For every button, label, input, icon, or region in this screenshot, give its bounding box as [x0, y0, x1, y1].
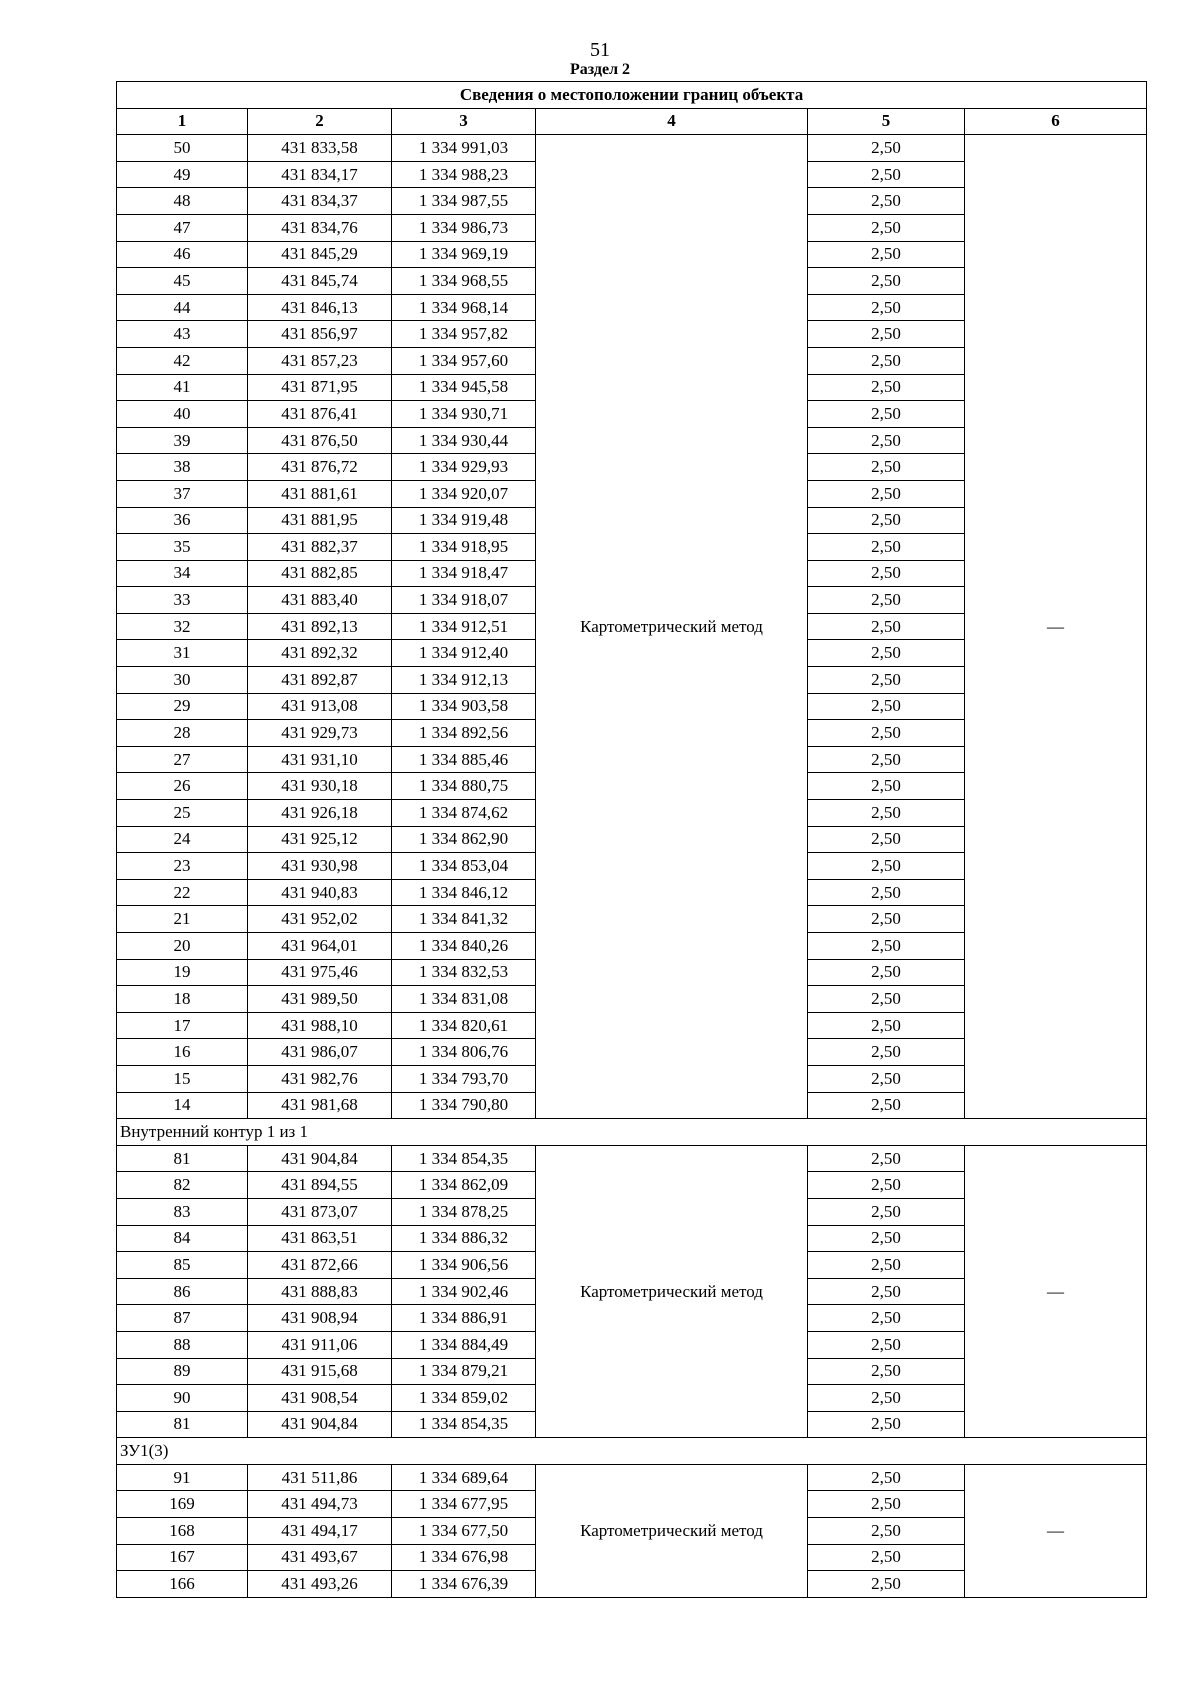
coordinate-x: 431 834,76	[248, 214, 392, 241]
accuracy-value: 2,50	[808, 507, 965, 534]
coordinate-y: 1 334 806,76	[392, 1039, 536, 1066]
coordinate-y: 1 334 912,51	[392, 613, 536, 640]
coordinate-y: 1 334 957,82	[392, 321, 536, 348]
coordinate-y: 1 334 677,50	[392, 1518, 536, 1545]
point-number: 38	[117, 454, 248, 481]
coordinate-x: 431 904,84	[248, 1145, 392, 1172]
coordinate-x: 431 834,17	[248, 161, 392, 188]
coordinate-x: 431 876,72	[248, 454, 392, 481]
coordinate-x: 431 845,29	[248, 241, 392, 268]
coordinate-y: 1 334 853,04	[392, 853, 536, 880]
accuracy-value: 2,50	[808, 1571, 965, 1598]
point-number: 81	[117, 1411, 248, 1438]
coordinate-y: 1 334 945,58	[392, 374, 536, 401]
coordinate-x: 431 511,86	[248, 1464, 392, 1491]
accuracy-value: 2,50	[808, 1012, 965, 1039]
coordinate-x: 431 846,13	[248, 294, 392, 321]
accuracy-value: 2,50	[808, 1518, 965, 1545]
note-cell: —	[965, 1464, 1147, 1597]
point-number: 34	[117, 560, 248, 587]
accuracy-value: 2,50	[808, 667, 965, 694]
coordinate-y: 1 334 918,07	[392, 587, 536, 614]
point-number: 22	[117, 879, 248, 906]
point-number: 24	[117, 826, 248, 853]
coordinate-x: 431 904,84	[248, 1411, 392, 1438]
coordinate-x: 431 871,95	[248, 374, 392, 401]
accuracy-value: 2,50	[808, 853, 965, 880]
coordinate-x: 431 876,41	[248, 401, 392, 428]
coordinate-y: 1 334 884,49	[392, 1331, 536, 1358]
coordinate-y: 1 334 840,26	[392, 933, 536, 960]
coordinate-x: 431 925,12	[248, 826, 392, 853]
point-number: 20	[117, 933, 248, 960]
coordinate-x: 431 876,50	[248, 427, 392, 454]
coordinate-x: 431 857,23	[248, 347, 392, 374]
table-row	[117, 1145, 1147, 1172]
coordinate-x: 431 986,07	[248, 1039, 392, 1066]
coordinate-x: 431 873,07	[248, 1198, 392, 1225]
coordinate-y: 1 334 957,60	[392, 347, 536, 374]
point-number: 23	[117, 853, 248, 880]
point-number: 84	[117, 1225, 248, 1252]
point-number: 18	[117, 986, 248, 1013]
coordinate-x: 431 872,66	[248, 1252, 392, 1279]
coordinate-y: 1 334 676,39	[392, 1571, 536, 1598]
point-number: 32	[117, 613, 248, 640]
accuracy-value: 2,50	[808, 826, 965, 853]
point-number: 29	[117, 693, 248, 720]
accuracy-value: 2,50	[808, 188, 965, 215]
coordinate-y: 1 334 862,09	[392, 1172, 536, 1199]
coordinate-y: 1 334 854,35	[392, 1411, 536, 1438]
coordinate-x: 431 494,73	[248, 1491, 392, 1518]
point-number: 169	[117, 1491, 248, 1518]
point-number: 33	[117, 587, 248, 614]
point-number: 36	[117, 507, 248, 534]
point-number: 16	[117, 1039, 248, 1066]
coordinate-x: 431 863,51	[248, 1225, 392, 1252]
coordinate-y: 1 334 879,21	[392, 1358, 536, 1385]
coordinate-x: 431 894,55	[248, 1172, 392, 1199]
point-number: 27	[117, 746, 248, 773]
accuracy-value: 2,50	[808, 879, 965, 906]
accuracy-value: 2,50	[808, 1464, 965, 1491]
column-number: 3	[392, 108, 536, 135]
note-cell: —	[965, 1145, 1147, 1438]
coordinate-y: 1 334 988,23	[392, 161, 536, 188]
method-cell: Картометрический метод	[536, 135, 808, 1119]
coordinate-y: 1 334 793,70	[392, 1065, 536, 1092]
section-title: Раздел 2	[569, 61, 631, 78]
coordinate-y: 1 334 677,95	[392, 1491, 536, 1518]
point-number: 41	[117, 374, 248, 401]
point-number: 89	[117, 1358, 248, 1385]
point-number: 44	[117, 294, 248, 321]
coordinate-x: 431 981,68	[248, 1092, 392, 1119]
coordinate-x: 431 930,18	[248, 773, 392, 800]
page-number: 51	[590, 39, 610, 61]
coordinate-y: 1 334 903,58	[392, 693, 536, 720]
accuracy-value: 2,50	[808, 959, 965, 986]
point-number: 167	[117, 1544, 248, 1571]
accuracy-value: 2,50	[808, 986, 965, 1013]
contour-row	[117, 1119, 1147, 1146]
coordinate-x: 431 940,83	[248, 879, 392, 906]
point-number: 39	[117, 427, 248, 454]
coordinate-x: 431 888,83	[248, 1278, 392, 1305]
accuracy-value: 2,50	[808, 773, 965, 800]
method-cell: Картометрический метод	[536, 1145, 808, 1438]
point-number: 19	[117, 959, 248, 986]
accuracy-value: 2,50	[808, 294, 965, 321]
accuracy-value: 2,50	[808, 1331, 965, 1358]
accuracy-value: 2,50	[808, 401, 965, 428]
point-number: 15	[117, 1065, 248, 1092]
accuracy-value: 2,50	[808, 1491, 965, 1518]
point-number: 30	[117, 667, 248, 694]
accuracy-value: 2,50	[808, 1065, 965, 1092]
contour-label: Внутренний контур 1 из 1	[117, 1119, 1147, 1146]
coordinate-y: 1 334 689,64	[392, 1464, 536, 1491]
coordinate-y: 1 334 862,90	[392, 826, 536, 853]
accuracy-value: 2,50	[808, 454, 965, 481]
coordinate-x: 431 881,61	[248, 480, 392, 507]
accuracy-value: 2,50	[808, 746, 965, 773]
accuracy-value: 2,50	[808, 1358, 965, 1385]
table-row	[117, 135, 1147, 162]
point-number: 83	[117, 1198, 248, 1225]
coordinate-y: 1 334 919,48	[392, 507, 536, 534]
accuracy-value: 2,50	[808, 693, 965, 720]
coordinate-y: 1 334 912,13	[392, 667, 536, 694]
point-number: 47	[117, 214, 248, 241]
accuracy-value: 2,50	[808, 613, 965, 640]
coordinate-x: 431 952,02	[248, 906, 392, 933]
coordinate-y: 1 334 929,93	[392, 454, 536, 481]
column-number: 1	[117, 108, 248, 135]
coordinate-x: 431 926,18	[248, 800, 392, 827]
point-number: 40	[117, 401, 248, 428]
coordinate-x: 431 982,76	[248, 1065, 392, 1092]
accuracy-value: 2,50	[808, 321, 965, 348]
coordinate-x: 431 833,58	[248, 135, 392, 162]
coordinate-y: 1 334 859,02	[392, 1385, 536, 1412]
coordinate-y: 1 334 832,53	[392, 959, 536, 986]
point-number: 37	[117, 480, 248, 507]
note-cell: —	[965, 135, 1147, 1119]
coordinate-y: 1 334 841,32	[392, 906, 536, 933]
coordinate-x: 431 494,17	[248, 1518, 392, 1545]
coordinate-y: 1 334 918,95	[392, 534, 536, 561]
table-title: Сведения о местоположении границ объекта	[117, 82, 1147, 109]
coordinate-x: 431 882,85	[248, 560, 392, 587]
point-number: 81	[117, 1145, 248, 1172]
coordinate-y: 1 334 987,55	[392, 188, 536, 215]
coordinate-x: 431 881,95	[248, 507, 392, 534]
coordinate-y: 1 334 930,44	[392, 427, 536, 454]
accuracy-value: 2,50	[808, 560, 965, 587]
point-number: 17	[117, 1012, 248, 1039]
accuracy-value: 2,50	[808, 1385, 965, 1412]
coordinate-y: 1 334 790,80	[392, 1092, 536, 1119]
coordinate-y: 1 334 902,46	[392, 1278, 536, 1305]
accuracy-value: 2,50	[808, 933, 965, 960]
coordinate-y: 1 334 885,46	[392, 746, 536, 773]
point-number: 46	[117, 241, 248, 268]
column-number: 4	[536, 108, 808, 135]
accuracy-value: 2,50	[808, 427, 965, 454]
coordinate-x: 431 915,68	[248, 1358, 392, 1385]
column-number: 2	[248, 108, 392, 135]
coordinate-x: 431 845,74	[248, 268, 392, 295]
coordinate-y: 1 334 874,62	[392, 800, 536, 827]
accuracy-value: 2,50	[808, 268, 965, 295]
accuracy-value: 2,50	[808, 720, 965, 747]
point-number: 50	[117, 135, 248, 162]
coordinate-x: 431 892,13	[248, 613, 392, 640]
accuracy-value: 2,50	[808, 241, 965, 268]
point-number: 42	[117, 347, 248, 374]
point-number: 14	[117, 1092, 248, 1119]
coordinate-y: 1 334 968,14	[392, 294, 536, 321]
point-number: 166	[117, 1571, 248, 1598]
coordinate-y: 1 334 906,56	[392, 1252, 536, 1279]
coordinate-x: 431 493,67	[248, 1544, 392, 1571]
accuracy-value: 2,50	[808, 1411, 965, 1438]
point-number: 82	[117, 1172, 248, 1199]
accuracy-value: 2,50	[808, 534, 965, 561]
point-number: 90	[117, 1385, 248, 1412]
coordinate-y: 1 334 986,73	[392, 214, 536, 241]
point-number: 25	[117, 800, 248, 827]
contour-row	[117, 1438, 1147, 1465]
point-number: 43	[117, 321, 248, 348]
boundary-coordinates-table	[116, 81, 1147, 1598]
coordinate-x: 431 964,01	[248, 933, 392, 960]
accuracy-value: 2,50	[808, 135, 965, 162]
column-number-row	[117, 108, 1147, 135]
coordinate-y: 1 334 854,35	[392, 1145, 536, 1172]
coordinate-y: 1 334 968,55	[392, 268, 536, 295]
table-title-row	[117, 82, 1147, 109]
point-number: 48	[117, 188, 248, 215]
coordinate-x: 431 908,54	[248, 1385, 392, 1412]
accuracy-value: 2,50	[808, 1039, 965, 1066]
coordinate-y: 1 334 878,25	[392, 1198, 536, 1225]
point-number: 91	[117, 1464, 248, 1491]
coordinate-y: 1 334 912,40	[392, 640, 536, 667]
coordinate-x: 431 930,98	[248, 853, 392, 880]
point-number: 35	[117, 534, 248, 561]
point-number: 49	[117, 161, 248, 188]
point-number: 45	[117, 268, 248, 295]
point-number: 26	[117, 773, 248, 800]
coordinate-y: 1 334 831,08	[392, 986, 536, 1013]
column-number: 6	[965, 108, 1147, 135]
coordinate-y: 1 334 918,47	[392, 560, 536, 587]
coordinate-x: 431 988,10	[248, 1012, 392, 1039]
accuracy-value: 2,50	[808, 1198, 965, 1225]
point-number: 31	[117, 640, 248, 667]
coordinate-y: 1 334 930,71	[392, 401, 536, 428]
coordinate-y: 1 334 880,75	[392, 773, 536, 800]
coordinate-x: 431 908,94	[248, 1305, 392, 1332]
accuracy-value: 2,50	[808, 800, 965, 827]
coordinate-x: 431 493,26	[248, 1571, 392, 1598]
accuracy-value: 2,50	[808, 1172, 965, 1199]
coordinate-x: 431 913,08	[248, 693, 392, 720]
point-number: 168	[117, 1518, 248, 1545]
accuracy-value: 2,50	[808, 906, 965, 933]
accuracy-value: 2,50	[808, 1225, 965, 1252]
accuracy-value: 2,50	[808, 640, 965, 667]
accuracy-value: 2,50	[808, 1544, 965, 1571]
accuracy-value: 2,50	[808, 1278, 965, 1305]
column-number: 5	[808, 108, 965, 135]
accuracy-value: 2,50	[808, 374, 965, 401]
accuracy-value: 2,50	[808, 161, 965, 188]
accuracy-value: 2,50	[808, 1092, 965, 1119]
accuracy-value: 2,50	[808, 587, 965, 614]
coordinate-x: 431 975,46	[248, 959, 392, 986]
point-number: 85	[117, 1252, 248, 1279]
point-number: 21	[117, 906, 248, 933]
coordinate-x: 431 856,97	[248, 321, 392, 348]
accuracy-value: 2,50	[808, 1145, 965, 1172]
coordinate-x: 431 931,10	[248, 746, 392, 773]
coordinate-y: 1 334 886,32	[392, 1225, 536, 1252]
coordinate-y: 1 334 991,03	[392, 135, 536, 162]
accuracy-value: 2,50	[808, 1252, 965, 1279]
coordinate-x: 431 882,37	[248, 534, 392, 561]
coordinate-y: 1 334 820,61	[392, 1012, 536, 1039]
coordinate-x: 431 883,40	[248, 587, 392, 614]
contour-label: ЗУ1(3)	[117, 1438, 1147, 1465]
coordinate-y: 1 334 886,91	[392, 1305, 536, 1332]
coordinate-x: 431 989,50	[248, 986, 392, 1013]
accuracy-value: 2,50	[808, 1305, 965, 1332]
accuracy-value: 2,50	[808, 214, 965, 241]
coordinate-x: 431 834,37	[248, 188, 392, 215]
point-number: 28	[117, 720, 248, 747]
coordinate-x: 431 929,73	[248, 720, 392, 747]
accuracy-value: 2,50	[808, 480, 965, 507]
accuracy-value: 2,50	[808, 347, 965, 374]
coordinate-x: 431 892,32	[248, 640, 392, 667]
coordinate-x: 431 911,06	[248, 1331, 392, 1358]
coordinate-y: 1 334 969,19	[392, 241, 536, 268]
table-row	[117, 1464, 1147, 1491]
coordinate-x: 431 892,87	[248, 667, 392, 694]
method-cell: Картометрический метод	[536, 1464, 808, 1597]
point-number: 88	[117, 1331, 248, 1358]
coordinate-y: 1 334 676,98	[392, 1544, 536, 1571]
coordinate-y: 1 334 892,56	[392, 720, 536, 747]
coordinate-y: 1 334 846,12	[392, 879, 536, 906]
coordinate-y: 1 334 920,07	[392, 480, 536, 507]
point-number: 86	[117, 1278, 248, 1305]
point-number: 87	[117, 1305, 248, 1332]
